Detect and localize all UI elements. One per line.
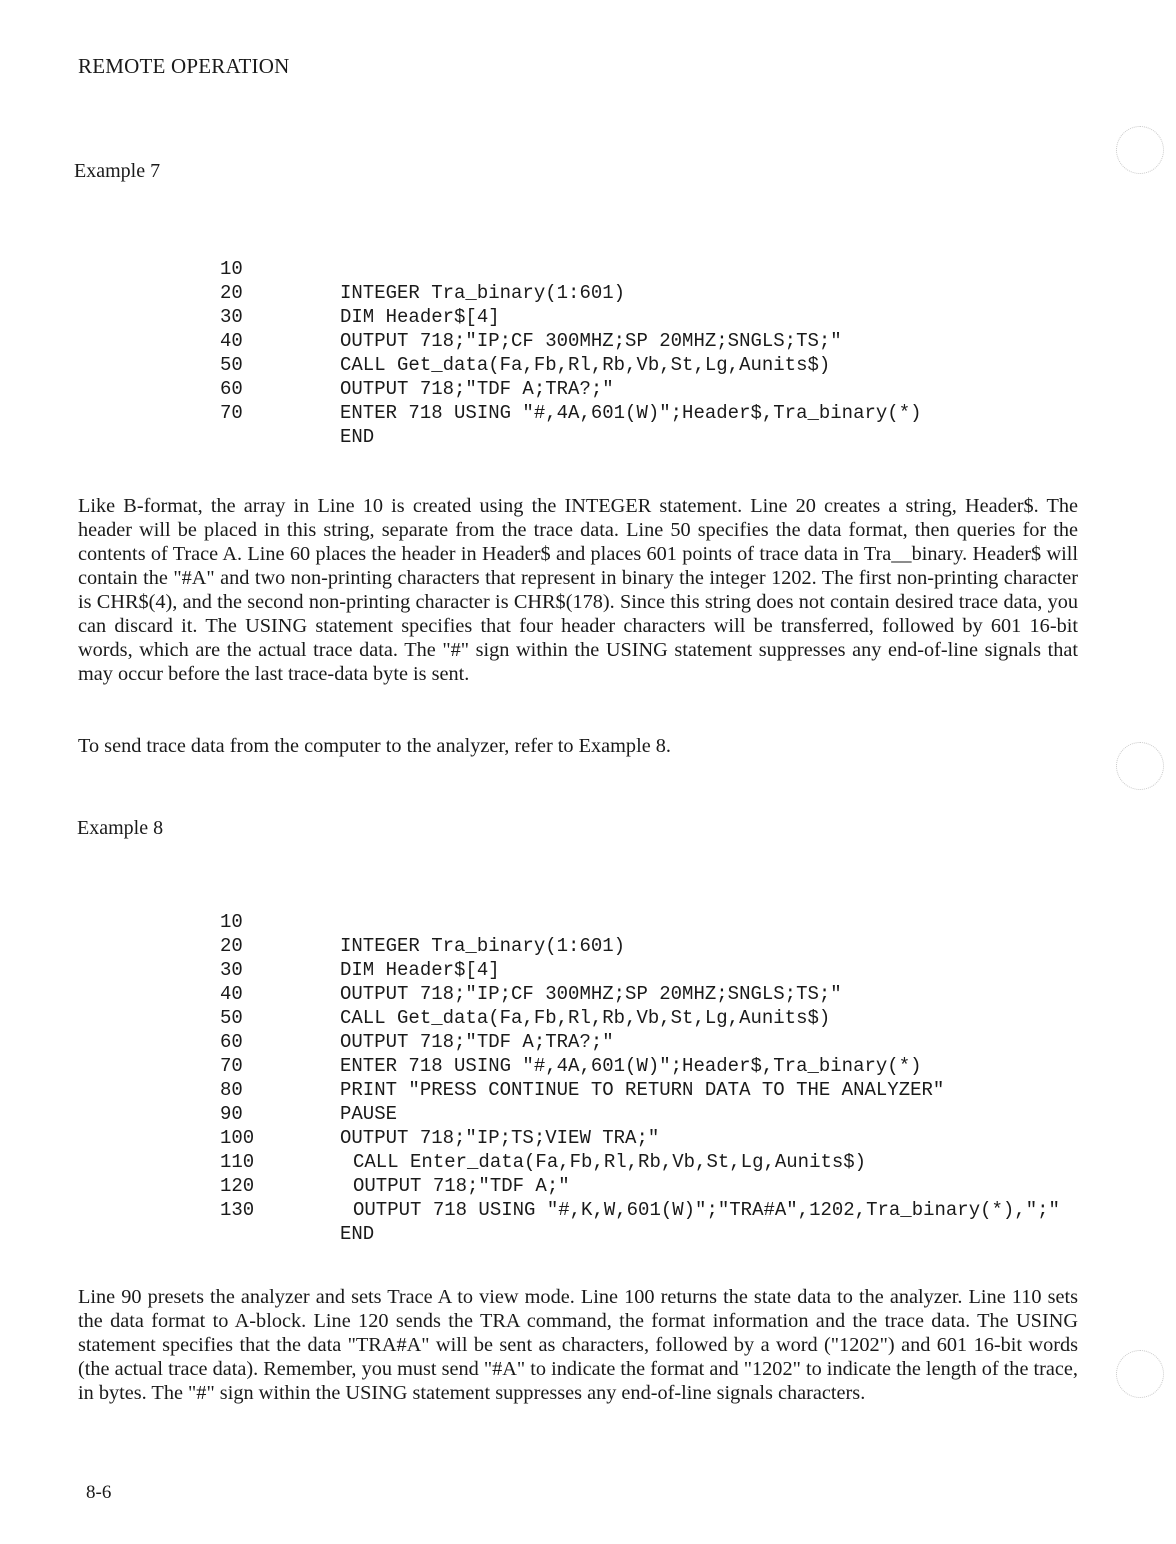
example-8-explanation: Line 90 presets the analyzer and sets Trace A to view mode. Line 100 returns the state data to the analyzer. Line 110 sets the data format to A-block. Line 120 sends the TRA command, the format information and the trace data. The USING statement specifies that the data "TRA#A" will be sent as characters, followed by a word ("1202") and 601 16-bit words (the actual trace data). Remember, you must send "#A" to indicate the format and "1202" to indicate the length of the trace, in bytes. The "#" sign within the USING statement suppresses any end-of-line signals characters.: [78, 1286, 1078, 1404]
code-statement: DIM Header$[4]: [340, 959, 500, 981]
line-number: 10: [220, 911, 243, 933]
line-number: 70: [220, 402, 243, 424]
code-statement: END: [340, 1223, 375, 1245]
code-statement: INTEGER Tra_binary(1:601): [340, 935, 626, 957]
line-number: 30: [220, 306, 243, 328]
line-number: 20: [220, 935, 243, 957]
punch-hole-middle: [1116, 742, 1164, 790]
line-number: 70: [220, 1055, 243, 1077]
line-number: 30: [220, 959, 243, 981]
line-number: 90: [220, 1103, 243, 1125]
line-number: 130: [220, 1199, 255, 1221]
punch-hole-bottom: [1116, 1350, 1164, 1398]
code-statement: INTEGER Tra_binary(1:601): [340, 282, 626, 304]
line-number: 10: [220, 258, 243, 280]
code-statement: CALL Get_data(Fa,Fb,Rl,Rb,Vb,St,Lg,Aunits$): [340, 354, 831, 376]
code-statement: CALL Enter_data(Fa,Fb,Rl,Rb,Vb,St,Lg,Aunits$): [353, 1151, 867, 1173]
example-8-reference: To send trace data from the computer to the analyzer, refer to Example 8.: [78, 735, 671, 757]
running-head: REMOTE OPERATION: [78, 54, 290, 78]
punch-hole-top: [1116, 126, 1164, 174]
code-statement: OUTPUT 718;"IP;CF 300MHZ;SP 20MHZ;SNGLS;TS;": [340, 330, 842, 352]
line-number: 20: [220, 282, 243, 304]
code-statement: PRINT "PRESS CONTINUE TO RETURN DATA TO THE ANALYZER": [340, 1079, 945, 1101]
example-7-code-block: [220, 233, 922, 448]
line-number: 60: [220, 1031, 243, 1053]
code-statement: ENTER 718 USING "#,4A,601(W)";Header$,Tra_binary(*): [340, 1055, 922, 1077]
line-number: 50: [220, 1007, 243, 1029]
code-statement: END: [340, 426, 375, 448]
line-number: 40: [220, 983, 243, 1005]
line-number: 100: [220, 1127, 255, 1149]
line-number: 50: [220, 354, 243, 376]
code-statement: OUTPUT 718;"TDF A;TRA?;": [340, 1031, 614, 1053]
line-number: 60: [220, 378, 243, 400]
line-number: 110: [220, 1151, 255, 1173]
line-number: 40: [220, 330, 243, 352]
code-statement: OUTPUT 718;"TDF A;": [353, 1175, 570, 1197]
example-8-heading: Example 8: [77, 817, 164, 839]
line-number: 120: [220, 1175, 255, 1197]
code-statement: DIM Header$[4]: [340, 306, 500, 328]
code-statement: OUTPUT 718;"IP;CF 300MHZ;SP 20MHZ;SNGLS;TS;": [340, 983, 842, 1005]
example-7-heading: Example 7: [74, 160, 161, 182]
page-number: 8-6: [86, 1482, 112, 1503]
example-8-code-block: [220, 886, 1060, 1245]
example-7-explanation: Like B-format, the array in Line 10 is created using the INTEGER statement. Line 20 creates a string, Header$. The header will be placed in this string, separate from the trace data. Line 50 specifies the data format, then queries for the contents of Trace A. Line 60 places the header in Header$ and places 601 points of trace data in Tra__binary. Header$ will contain the "#A" and two non-printing characters that represent in binary the integer 1202. The first non-printing character is CHR$(4), and the second non-printing character is CHR$(178). Since this string does not contain desired trace data, you can discard it. The USING statement specifies that four header characters will be transferred, followed by 601 16-bit words, which are the actual trace data. The "#" sign within the USING statement suppresses any end-of-line signals that may occur before the last trace-data byte is sent.: [78, 495, 1078, 685]
code-statement: OUTPUT 718 USING "#,K,W,601(W)";"TRA#A",1202,Tra_binary(*),";": [353, 1199, 1060, 1221]
code-line: [220, 1174, 375, 1245]
code-statement: OUTPUT 718;"IP;TS;VIEW TRA;": [340, 1127, 660, 1149]
line-number: 80: [220, 1079, 243, 1101]
code-statement: CALL Get_data(Fa,Fb,Rl,Rb,Vb,St,Lg,Aunits$): [340, 1007, 831, 1029]
code-line: [220, 377, 375, 448]
code-statement: ENTER 718 USING "#,4A,601(W)";Header$,Tra_binary(*): [340, 402, 922, 424]
code-statement: PAUSE: [340, 1103, 398, 1125]
code-statement: OUTPUT 718;"TDF A;TRA?;": [340, 378, 614, 400]
